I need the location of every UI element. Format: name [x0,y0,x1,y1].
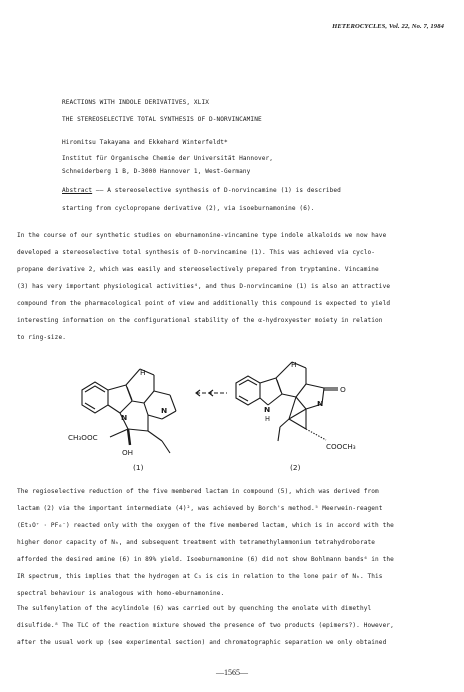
atom-n: N [121,413,128,422]
atom-h: H [265,415,270,423]
series-title: REACTIONS WITH INDOLE DERIVATIVES, XLIX [62,99,209,106]
atom-h: H [291,360,297,369]
article-title: THE STEREOSELECTIVE TOTAL SYNTHESIS OF D-NORVINCAMINE [62,116,262,123]
body-line: (Et₃O⁺ · PF₆⁻) reacted only with the oxygen of the five membered lactam, which is in accord with the [17,522,394,529]
intro-line: developed a stereoselective total synthesis of D-norvincamine (1). This was achieved via cyclo- [17,249,376,256]
body-line: spectral behaviour is analogous with homo-eburnamonine. [17,590,225,597]
hydroxyl-group: OH [122,448,134,457]
affiliation-line-2: Schneiderberg 1 B, D-3000 Hannover 1, West-Germany [62,168,251,175]
intro-line: In the course of our synthetic studies on eburnamonine-vincamine type indole alkaloids we now have [17,232,387,239]
ester-substituent: CH₃OOC [68,433,98,442]
abstract-label: Abstract [62,187,93,194]
journal-header: HETEROCYCLES, Vol. 22, No. 7, 1984 [332,23,444,30]
atom-n: N [161,406,168,415]
body-line: lactam (2) via the important intermediate (4)², was achieved by Borch's method.⁵ Meerwein-reagent [17,505,383,512]
intro-line: (3) has very important physiological activities⁴, and thus D-norvincamine (1) is also an attractive [17,283,391,290]
abstract-text-1: —— A stereoselective synthesis of D-norvincamine (1) is described [92,187,341,194]
atom-n: N [264,405,271,414]
compound-label-1: (1) [133,463,144,472]
authors: Hiromitsu Takayama and Ekkehard Winterfeldt* [62,139,228,146]
atom-o: O [340,385,346,394]
atom-n: N [317,399,324,408]
compound-label-2: (2) [290,463,301,472]
intro-line: propane derivative 2, which was easily and stereoselectively prepared from tryptamine. Vincamine [17,266,379,273]
page-number: —1565— [216,668,248,677]
body-line: disulfide.⁸ The TLC of the reaction mixture showed the presence of two products (epimers?). However, [17,622,394,629]
body-line: after the usual work up (see experimental section) and chromatographic separation we only obtained [17,639,387,646]
abstract-line-1 [62,188,341,194]
intro-line: compound from the pharmacological point of view and additionally this compound is expected to yield [17,300,391,307]
abstract-line-2: starting from cyclopropane derivative (2), via isoeburnamonine (6). [62,205,315,212]
body-line: afforded the desired amine (6) in 89% yield. Isoeburnamonine (6) did not show Bohlmann bands⁶ in the [17,556,394,563]
atom-h: H [140,368,146,377]
reaction-arrow [196,390,227,396]
body-line: IR spectrum, this implies that the hydrogen at C₃ is cis in relation to the lone pair of Nₕ. This [17,573,383,580]
ester-substituent: COOCH₃ [326,442,356,451]
intro-line: to ring-size. [17,334,66,341]
body-line: The sulfenylation of the acylindole (6) was carried out by quenching the enolate with dimethyl [17,605,372,612]
body-line: The regioselective reduction of the five membered lactam in compound (5), which was derived from [17,488,379,495]
affiliation-line-1: Institut für Organische Chemie der Universität Hannover, [62,155,274,162]
chemical-structures-figure [0,345,464,475]
intro-line: interesting information on the configurational stability of the α-hydroxyester moiety in relation [17,317,383,324]
body-line: higher donor capacity of Nₕ, and subsequent treatment with tetramethylammonium tetrahydroborate [17,539,376,546]
